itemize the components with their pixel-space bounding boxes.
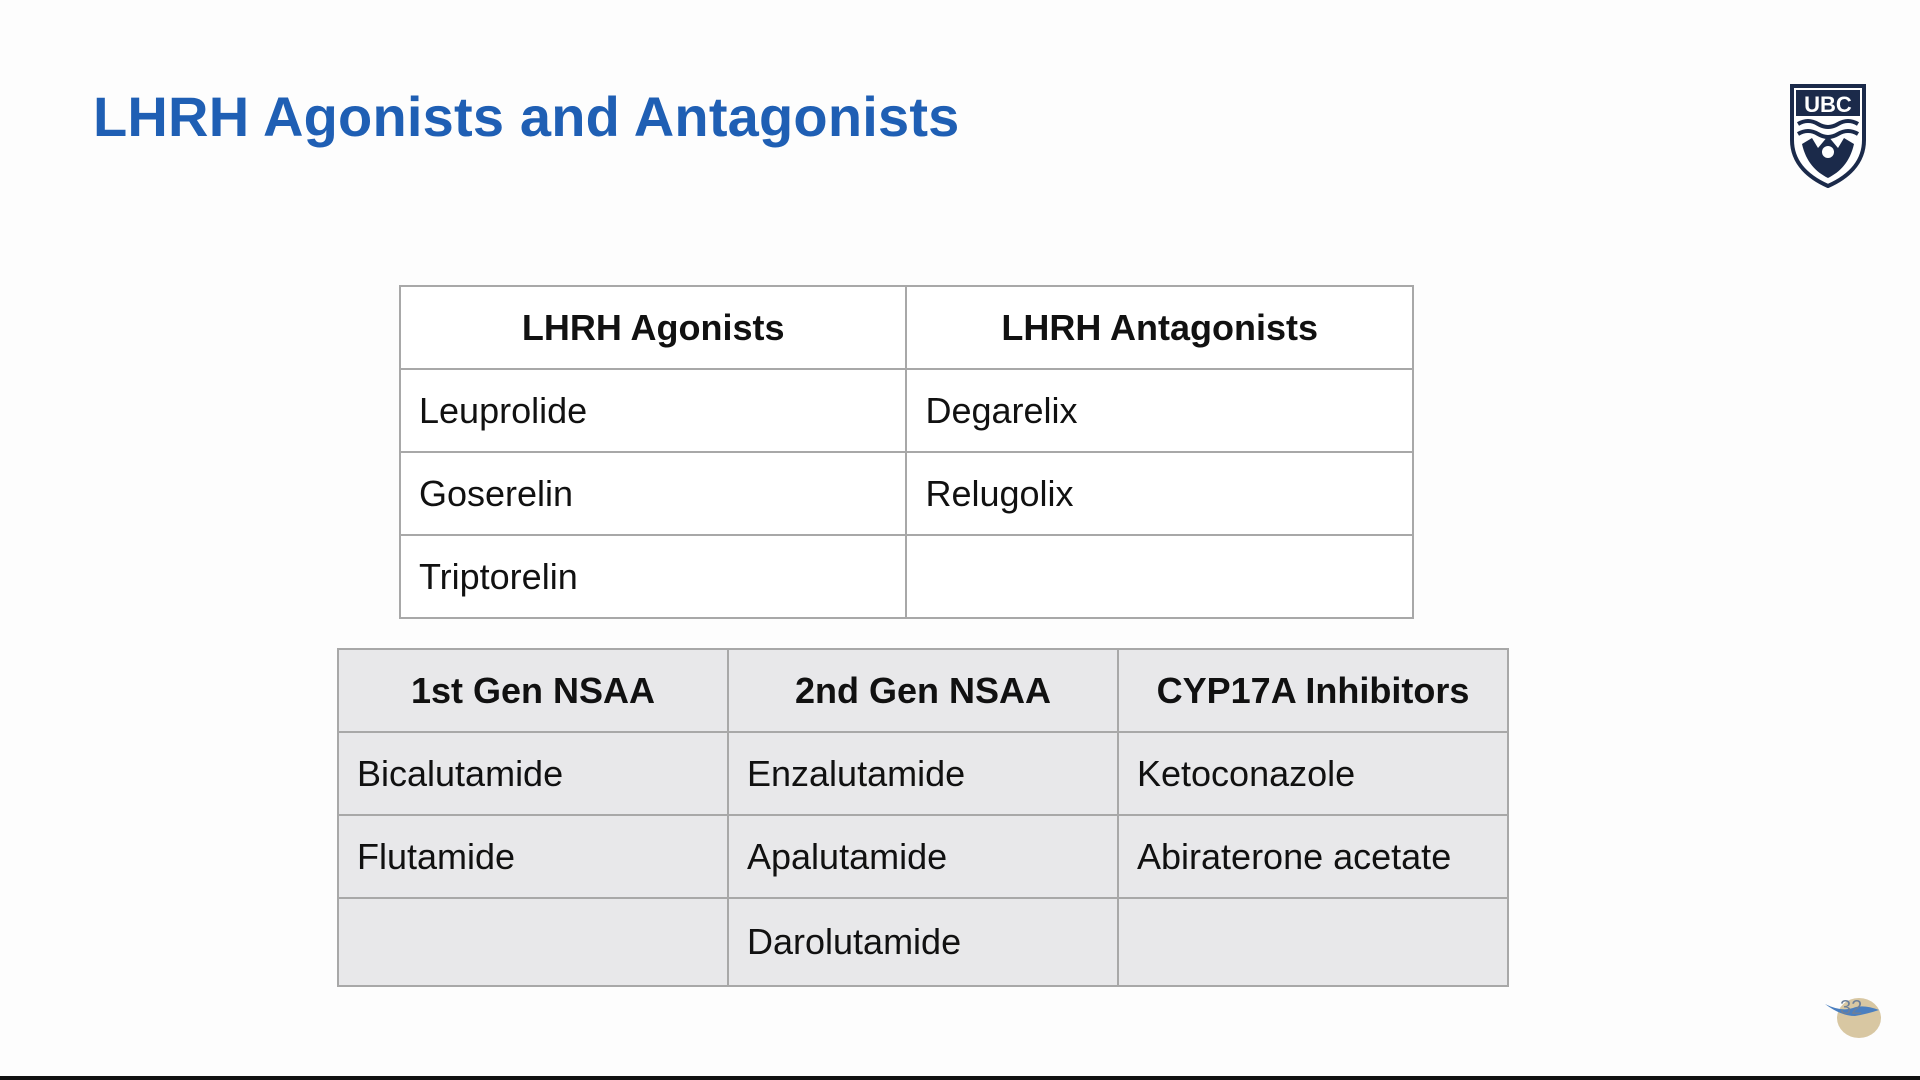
page-number: 32 xyxy=(1840,997,1863,1019)
antiandrogen-table xyxy=(337,648,1509,987)
table-header-row xyxy=(400,286,1413,369)
table-cell: Bicalutamide xyxy=(338,732,728,815)
lhrh-table xyxy=(399,285,1414,619)
table-cell xyxy=(906,535,1413,618)
table-cell: Flutamide xyxy=(338,815,728,898)
slide-title: LHRH Agonists and Antagonists xyxy=(93,85,960,148)
table-cell: Goserelin xyxy=(400,452,906,535)
table-cell: Relugolix xyxy=(906,452,1413,535)
table-cell: Apalutamide xyxy=(728,815,1118,898)
table-cell: Enzalutamide xyxy=(728,732,1118,815)
table-row xyxy=(400,369,1413,452)
table-cell xyxy=(338,898,728,986)
table-header-row xyxy=(338,649,1508,732)
ubc-crest-icon xyxy=(1788,82,1868,188)
header-cyp17a-inhibitors: CYP17A Inhibitors xyxy=(1118,649,1508,732)
header-lhrh-antagonists: LHRH Antagonists xyxy=(906,286,1413,369)
table-row xyxy=(400,452,1413,535)
table-cell: Abiraterone acetate xyxy=(1118,815,1508,898)
table-cell: Degarelix xyxy=(906,369,1413,452)
header-lhrh-agonists: LHRH Agonists xyxy=(400,286,906,369)
header-2nd-gen-nsaa: 2nd Gen NSAA xyxy=(728,649,1118,732)
bottom-border xyxy=(0,1076,1920,1080)
table-row xyxy=(400,535,1413,618)
logo-text: UBC xyxy=(1804,92,1852,117)
table-cell: Triptorelin xyxy=(400,535,906,618)
table-cell: Ketoconazole xyxy=(1118,732,1508,815)
table-cell: Darolutamide xyxy=(728,898,1118,986)
table-cell: Leuprolide xyxy=(400,369,906,452)
table-cell xyxy=(1118,898,1508,986)
table-row xyxy=(338,732,1508,815)
header-1st-gen-nsaa: 1st Gen NSAA xyxy=(338,649,728,732)
table-row xyxy=(338,815,1508,898)
table-row xyxy=(338,898,1508,986)
